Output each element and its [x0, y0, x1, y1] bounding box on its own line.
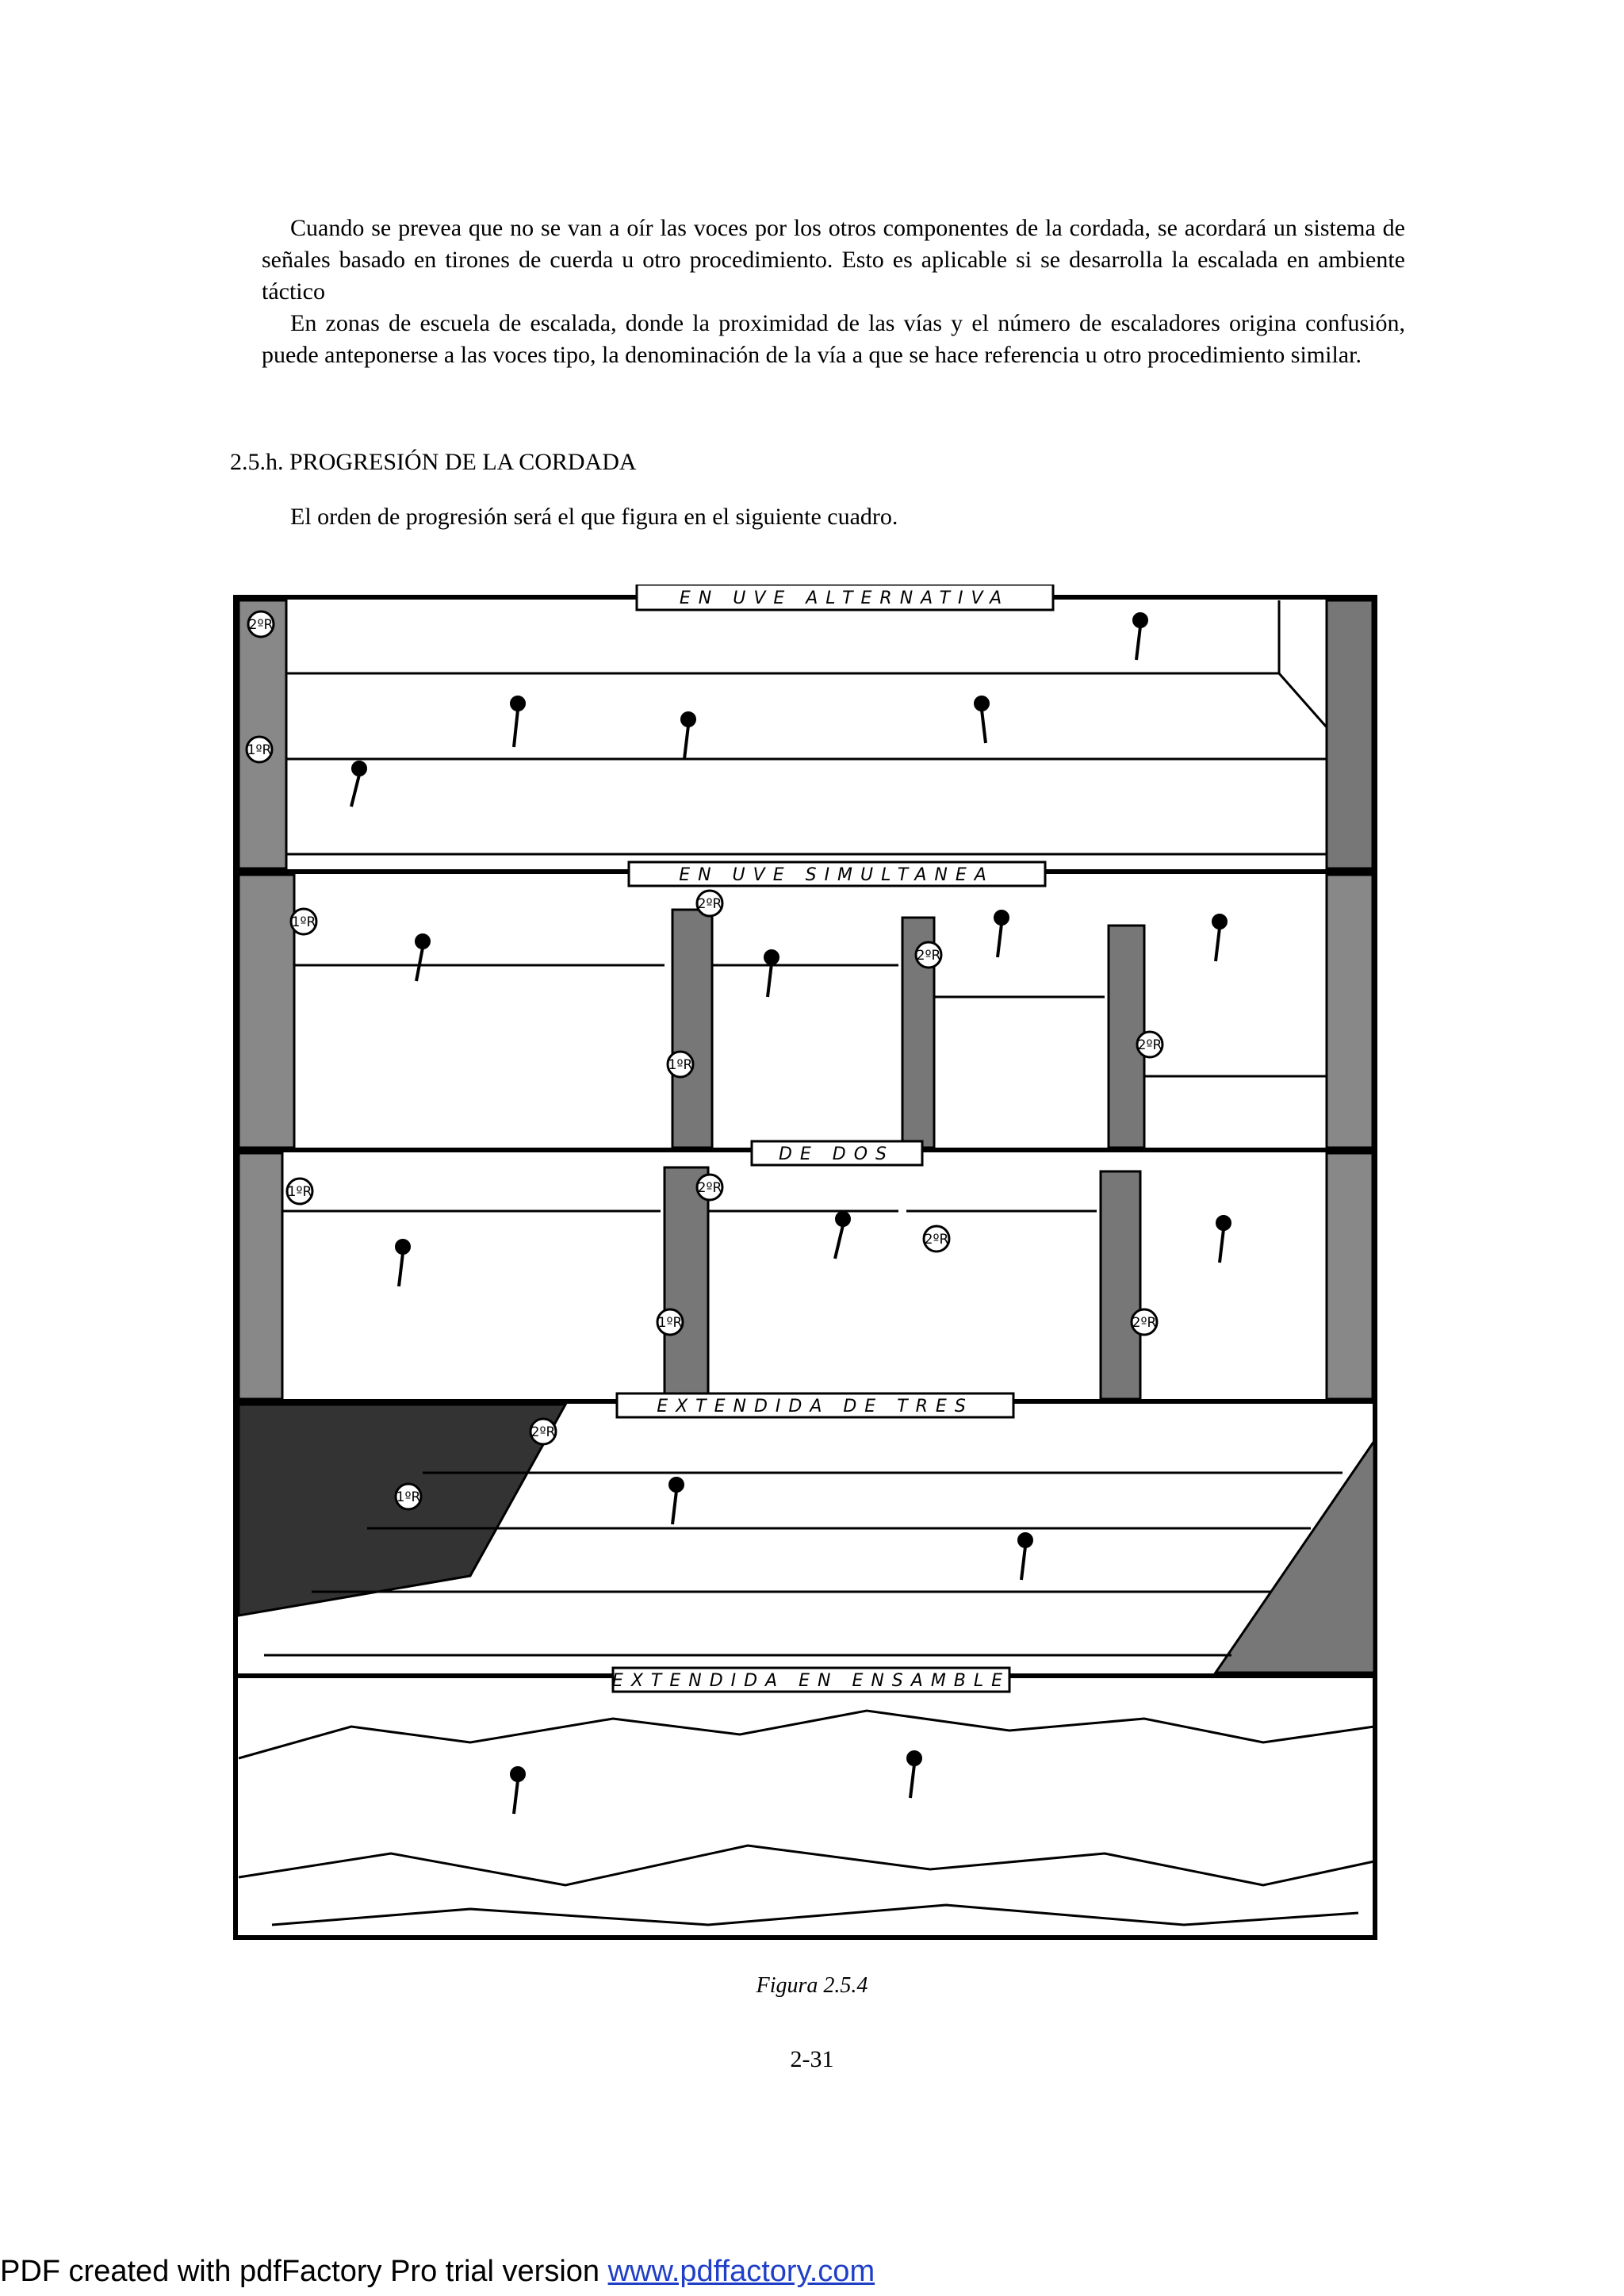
svg-text:2ºR: 2ºR	[916, 948, 941, 964]
svg-text:2ºR: 2ºR	[530, 1424, 556, 1440]
svg-text:1ºR: 1ºR	[657, 1315, 683, 1331]
svg-text:1ºR: 1ºR	[396, 1489, 421, 1505]
svg-text:2ºR: 2ºR	[697, 896, 722, 912]
mark-p2-1	[291, 909, 316, 934]
svg-text:1ºR: 1ºR	[668, 1057, 693, 1073]
panel-label-1	[637, 585, 1053, 610]
panel-label-3	[752, 1141, 922, 1165]
mark-p3-2	[697, 1175, 722, 1200]
svg-text:2ºR: 2ºR	[1137, 1037, 1162, 1053]
svg-text:EN UVE SIMULTANEA: EN UVE SIMULTANEA	[679, 865, 994, 885]
mark-p1-2	[247, 737, 272, 762]
svg-text:1ºR: 1ºR	[287, 1184, 312, 1200]
mark-p2-4	[916, 942, 941, 968]
climbing-progression-figure	[232, 585, 1378, 1942]
panel-label-2	[629, 862, 1045, 886]
figure-caption: Figura 2.5.4	[756, 1973, 868, 1998]
svg-text:1ºR: 1ºR	[291, 914, 316, 930]
mark-p3-1	[287, 1179, 312, 1204]
intro-text: El orden de progresión será el que figura en el siguiente cuadro.	[290, 504, 898, 530]
footer-text: PDF created with pdfFactory Pro trial version	[0, 2255, 608, 2288]
svg-text:2ºR: 2ºR	[248, 617, 274, 633]
svg-text:DE DOS: DE DOS	[778, 1144, 895, 1164]
mark-p2-5	[1137, 1032, 1162, 1057]
svg-text:2ºR: 2ºR	[924, 1232, 949, 1248]
svg-text:EXTENDIDA EN ENSAMBLE: EXTENDIDA EN ENSAMBLE	[611, 1671, 1011, 1691]
mark-p3-3	[657, 1309, 683, 1335]
page-number: 2-31	[790, 2046, 834, 2072]
section-heading: 2.5.h. PROGRESIÓN DE LA CORDADA	[230, 449, 637, 475]
pdffactory-link[interactable]: www.pdffactory.com	[607, 2255, 875, 2288]
mark-p4-1	[530, 1419, 556, 1444]
mark-p2-2	[697, 891, 722, 916]
panel-label-4	[617, 1393, 1013, 1417]
mark-p3-4	[924, 1226, 949, 1251]
svg-text:2ºR: 2ºR	[1132, 1315, 1157, 1331]
mark-p4-2	[396, 1484, 421, 1509]
svg-text:EXTENDIDA DE TRES: EXTENDIDA DE TRES	[657, 1397, 974, 1416]
mark-p2-3	[668, 1052, 693, 1077]
mark-p1-1	[248, 611, 274, 637]
body-paragraph-2: En zonas de escuela de escalada, donde la proximidad de las vías y el número de escaladores origina confusión, puede anteponerse a las voces tipo, la denominación de la vía a que se hace referencia u otro procedimiento similar.	[262, 310, 1405, 368]
mark-p3-5	[1132, 1309, 1157, 1335]
pdf-footer	[0, 2254, 875, 2289]
svg-text:1ºR: 1ºR	[247, 742, 272, 758]
svg-text:EN UVE ALTERNATIVA: EN UVE ALTERNATIVA	[679, 588, 1010, 608]
panel-label-5	[612, 1668, 1010, 1692]
svg-text:2ºR: 2ºR	[697, 1180, 722, 1196]
body-paragraph-1: Cuando se prevea que no se van a oír las voces por los otros componentes de la cordada, se acordará un sistema de señales basado en tirones de cuerda u otro procedimiento. Esto es aplicable si se desarrolla la escalada en ambiente táctico	[262, 215, 1405, 305]
